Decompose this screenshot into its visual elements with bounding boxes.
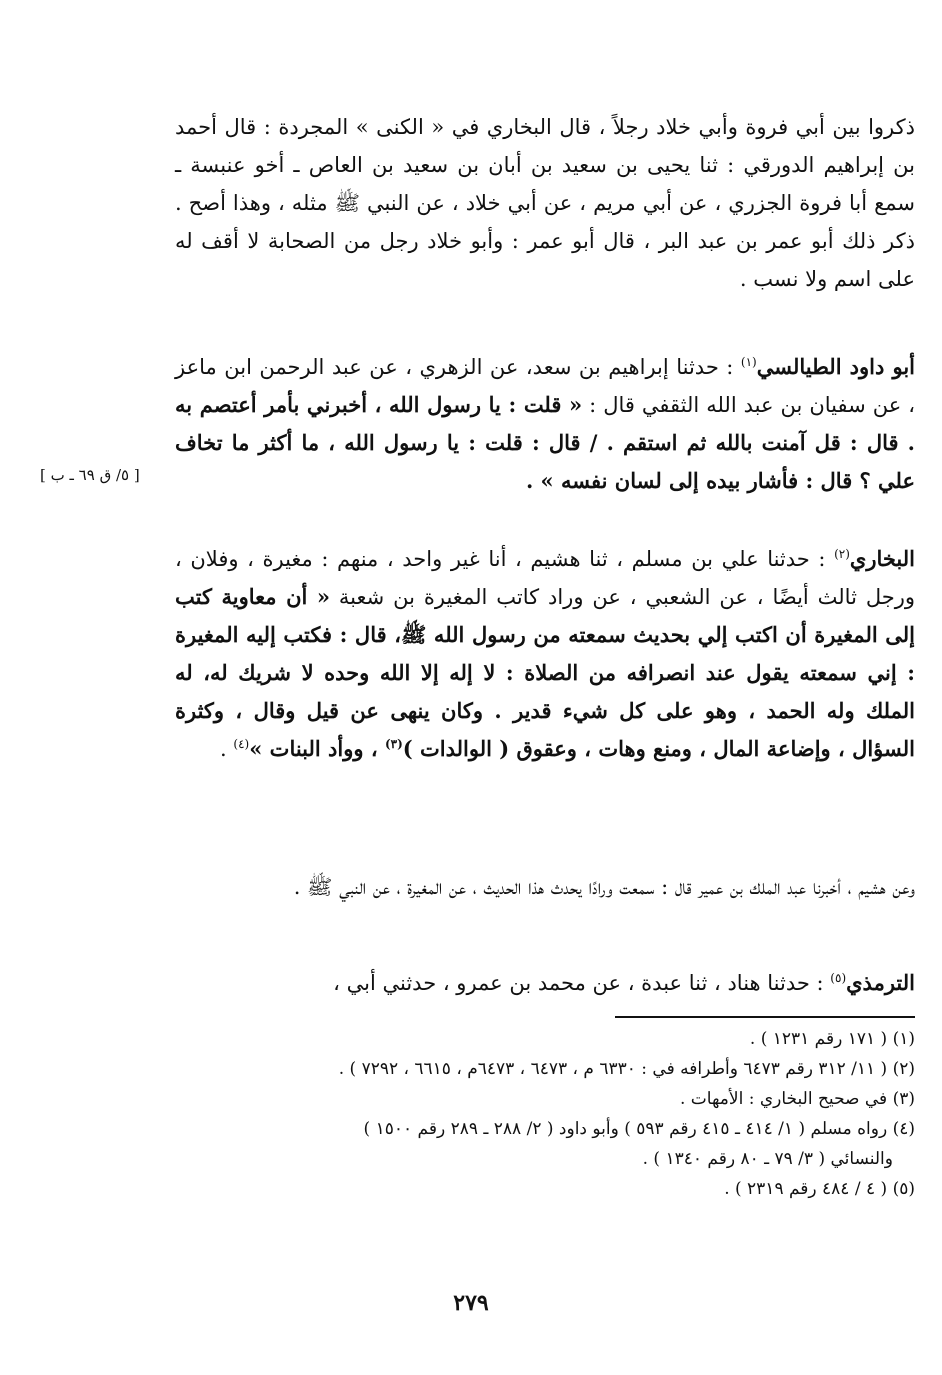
paragraph-3-text: : حدثنا علي بن مسلم ، ثنا هشيم ، أنا غير واحد ، منهم : مغيرة ، وفلان ، ورجل ثالث أيضًا ، عن الشعبي ، عن وراد كاتب المغيرة بن شعبة xyxy=(175,547,915,609)
footnote-5: (٥) ( ٤ / ٤٨٤ رقم ٢٣١٩ ) . xyxy=(724,1179,915,1199)
footnote-1: (١) ( ١٧١ رقم ١٢٣١ ) . xyxy=(749,1029,915,1049)
footnote-ref-2[interactable]: (٢) xyxy=(834,547,850,561)
paragraph-3-end: . xyxy=(220,737,234,761)
main-text xyxy=(175,108,915,298)
footnote-ref-5[interactable]: (٥) xyxy=(830,971,847,985)
paragraph-1: ذكروا بين أبي فروة وأبي خلاد رجلاً ، قال البخاري في « الكنى » المجردة : قال أحمد بن إبراهيم الدورقي : ثنا يحيى بن سعيد بن أبان بن سعيد بن العاص ـ أخو عنبسة ـ سمع أبا فروة الجزري ، عن أبي مريم ، عن أبي خلاد ، عن النبي ﷺ مثله ، وهذا أصح . ذكر ذلك أبو عمر بن عبد البر ، قال أبو عمر : وأبو خلاد رجل من الصحابة لا أقف له على اسم ولا نسب . xyxy=(175,115,915,291)
paragraph-3 xyxy=(175,540,915,768)
narrator-name-tirmidhi: الترمذي xyxy=(846,970,915,995)
paragraph-2 xyxy=(175,348,915,500)
paragraph-4 xyxy=(175,868,915,906)
footnote-2: (٢) ( ١١/ ٣١٢ رقم ٦٤٧٣ وأطرافه في : ٦٣٣٠ م ، ٦٤٧٣ ، ٦٤٧٣م ، ٦٦١٥ ، ٧٢٩٢ ) . xyxy=(338,1059,915,1079)
paragraph-3-hadith-end: ، ووأد البنات » xyxy=(249,736,385,761)
manuscript-margin-note: [ ٥/ ق ٦٩ ـ ب ] xyxy=(40,466,140,484)
paragraph-5 xyxy=(175,964,915,1002)
footnote-ref-3[interactable]: (٣) xyxy=(384,737,403,751)
paragraph-5-text: : حدثنا هناد ، ثنا عبدة ، عن محمد بن عمرو ، حدثني أبي ، xyxy=(333,971,831,995)
footnote-ref-4[interactable]: (٤) xyxy=(233,737,250,751)
paragraph-2-hadith: « قلت : يا رسول الله ، أخبرني بأمر أعتصم به . قال : قل آمنت بالله ثم استقم . / قال : قلت : يا رسول الله ، ما أكثر ما تخاف علي ؟ قال : فأشار بيده إلى لسان نفسه » . xyxy=(175,392,915,493)
paragraph-2-text: : حدثنا إبراهيم بن سعد، عن الزهري ، عن عبد الرحمن ابن ماعز ، عن سفيان بن عبد الله الثقفي قال : xyxy=(175,355,915,417)
footnote-4-continued: والنسائي ( ٣/ ٧٩ ـ ٨٠ رقم ١٣٤٠ ) . xyxy=(642,1149,893,1169)
narrator-name-bukhari: البخاري xyxy=(849,546,915,571)
footnote-4: (٤) رواه مسلم ( ١/ ٤١٤ ـ ٤١٥ رقم ٥٩٣ ) وأبو داود ( ٢/ ٢٨٨ ـ ٢٨٩ رقم ١٥٠٠ ) xyxy=(363,1119,915,1139)
footnotes xyxy=(172,1024,915,1204)
page-number: ٢٧٩ xyxy=(453,1290,489,1316)
paragraph-4-text: وعن هشيم ، أخبرنا عبد الملك بن عمير قال : سمعت ورادًا يحدث هذا الحديث ، عن المغيرة ، عن النبي ﷺ . xyxy=(293,875,915,899)
footnote-3: (٣) في صحيح البخاري : الأمهات . xyxy=(679,1089,915,1109)
footnote-separator xyxy=(615,1016,915,1018)
footnote-ref-1[interactable]: (١) xyxy=(740,355,757,369)
narrator-name-abu-dawud: أبو داود الطيالسي xyxy=(756,354,915,379)
paragraph-3-hadith: « أن معاوية كتب إلى المغيرة أن اكتب إلي بحديث سمعته من رسول الله ﷺ، قال : فكتب إليه المغيرة : إني سمعته يقول عند انصرافه من الصلاة : لا إله إلا الله وحده لا شريك له، له الملك وله الحمد ، وهو على كل شيء قدير . وكان ينهى عن قيل وقال ، وكثرة السؤال ، وإضاعة المال ، ومنع وهات ، وعقوق ( الوالدات ) xyxy=(175,584,915,761)
